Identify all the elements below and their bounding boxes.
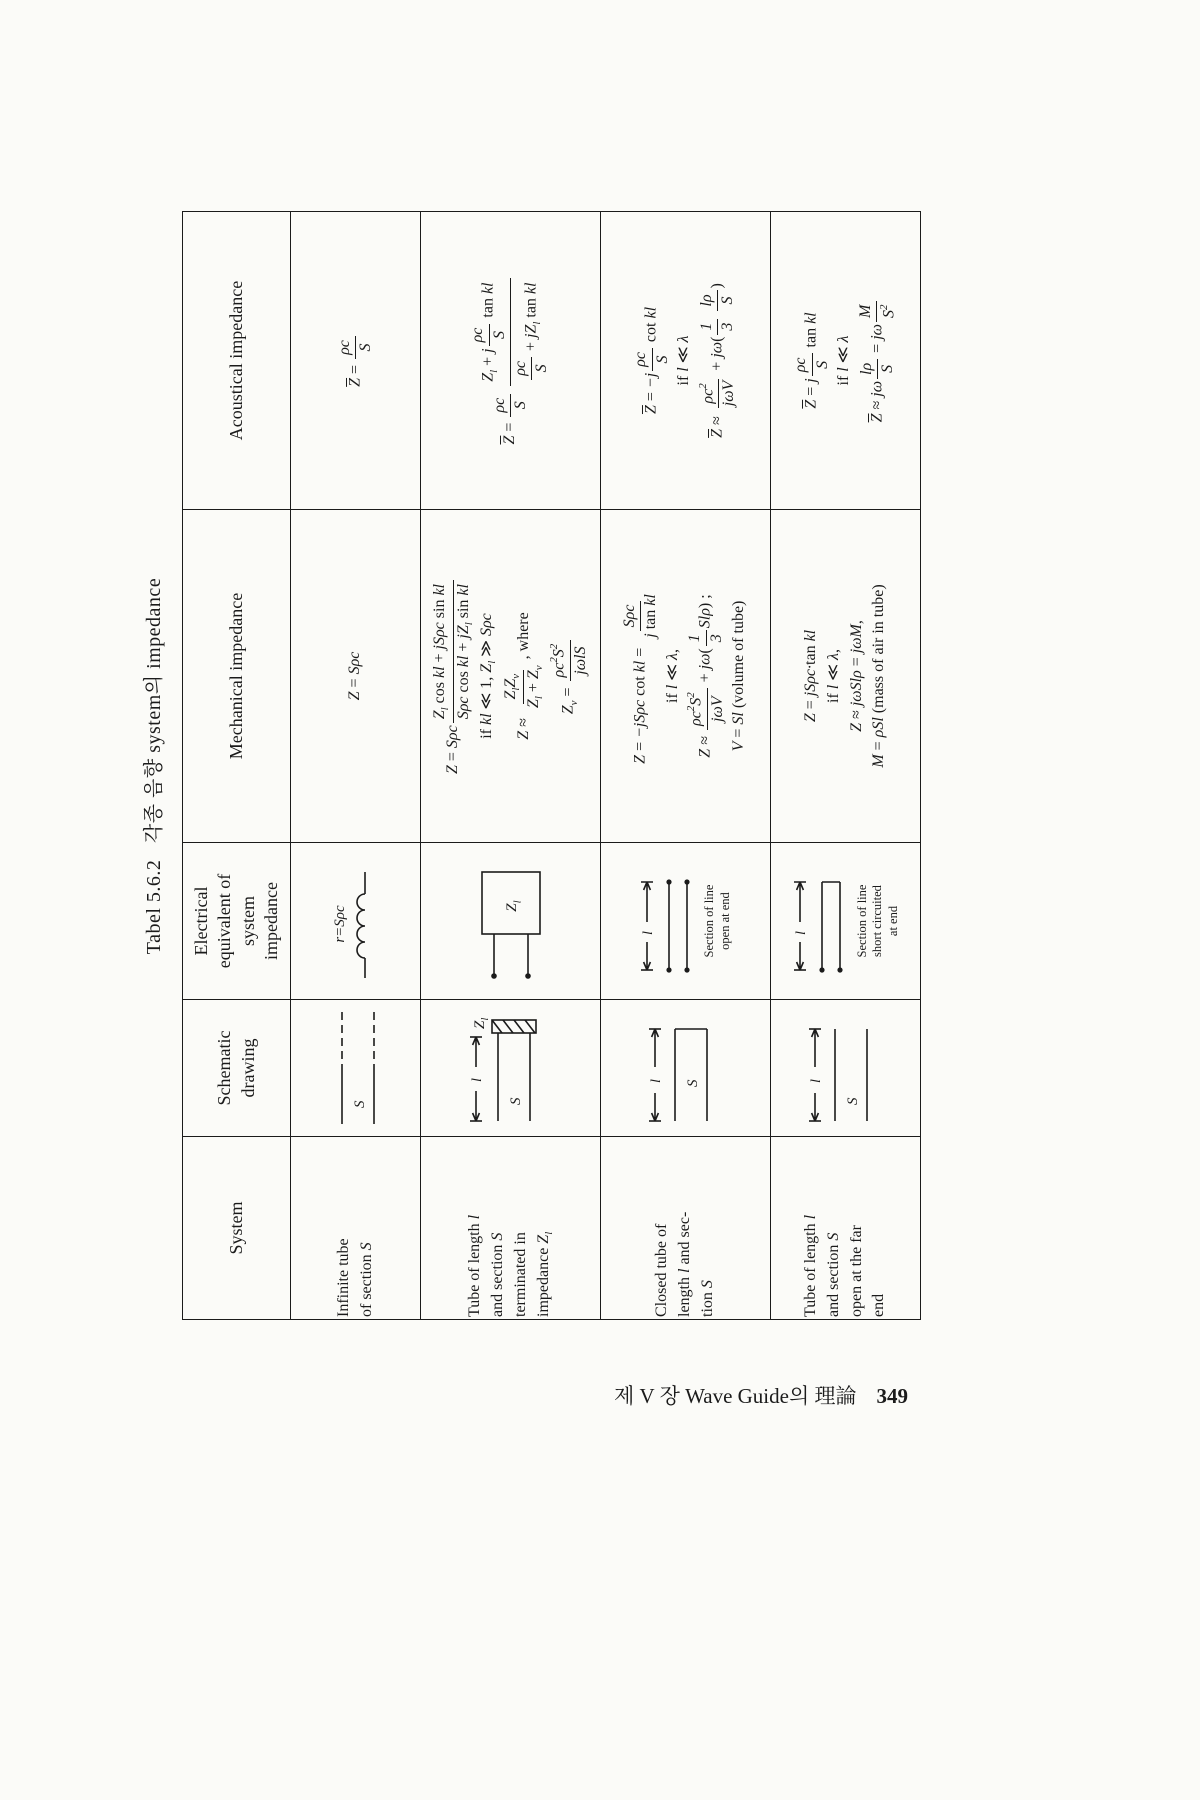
cell-schematic-open-tube: [771, 1000, 921, 1137]
resistance-label: r=Sρc: [331, 905, 348, 943]
cell-electrical-infinite-tube: [291, 843, 421, 1000]
cell-system-infinite-tube: Infinite tube of section S: [291, 1137, 421, 1320]
cell-schematic-infinite-tube: [291, 1000, 421, 1137]
cell-acoustical-closed-tube: $\overline{Z} = -j$ ρc S cot kl if l ≪ λ $\overline{Z}$ ≈ $\rho c^2$ jωV + jω( 1 3 lρ S ): [601, 212, 771, 510]
tube-section-label: S: [351, 1100, 368, 1108]
page-number: 349: [876, 1384, 908, 1408]
header-schematic-drawing: Schematic drawing: [183, 1000, 291, 1137]
cell-schematic-terminated-tube: [421, 1000, 601, 1137]
row-terminated-tube: [421, 212, 601, 1320]
cell-mechanical-terminated-tube: Z = Sρc $Z_l$ cos kl + jSρc sin kl Sρc cos kl + $jZ_l$ sin kl if kl ≪ 1, $Z_l$ ≫ Sρc Z ≈ $Z_lZ_v$ $Z_l + Z_v$ , where $Z_v$ = $\rho c^2S^2$ jωlS: [421, 510, 601, 843]
open-line-icon: [637, 856, 699, 986]
tube-section-label: S: [844, 1097, 861, 1105]
length-label: l: [808, 1079, 824, 1083]
header-electrical-equivalent: Electrical equivalent of system impedance: [183, 843, 291, 1000]
header-mechanical-impedance: Mechanical impedance: [183, 510, 291, 843]
cell-mechanical-closed-tube: Z = −jSρc cot kl = Sρc j tan kl if l ≪ λ, Z ≈ $\rho c^2S^2$ jωV + jω( 1 3 Slρ) ; V = Sl (volume of tube): [601, 510, 771, 843]
cell-schematic-closed-tube: [601, 1000, 771, 1137]
tube-section-label: S: [507, 1097, 524, 1105]
line-caption: Section of line open at end: [702, 884, 732, 958]
chapter-footer-text: 제 V 장 Wave Guide의 理論: [614, 1384, 857, 1408]
termination-impedance-label: $Z_l$: [471, 1017, 491, 1029]
tube-section-label: S: [684, 1079, 701, 1087]
header-row: [183, 212, 291, 1320]
line-caption: Section of line short circuited at end: [854, 884, 900, 958]
cell-acoustical-open-tube: $\overline{Z} = j$ ρc S tan kl if l ≪ λ $\overline{Z} \approx j\omega$ lρ S = jω M $S^2$: [771, 212, 921, 510]
cell-system-terminated-tube: Tube of length l and section S terminated in impedance $Z_l$: [421, 1137, 601, 1320]
page-footer: [0, 1380, 908, 1410]
length-label: l: [793, 931, 809, 935]
cell-system-open-tube: Tube of length l and section S open at the far end: [771, 1137, 921, 1320]
header-system: System: [183, 1137, 291, 1320]
impedance-box-icon: [468, 856, 554, 986]
cell-acoustical-terminated-tube: $\overline{Z}$ = ρc S $Z_l + j$ ρc S tan kl ρc S + $jZ_l$ tan kl: [421, 212, 601, 510]
rotated-table-area: [120, 212, 920, 1320]
cell-acoustical-infinite-tube: $\overline{Z}$ = ρc S: [291, 212, 421, 510]
cell-mechanical-open-tube: Z = jSρc·tan kl if l ≪ λ, Z ≈ jωSlρ = jωM, M = ρSl (mass of air in tube): [771, 510, 921, 843]
open-tube-schematic-icon: [803, 1003, 889, 1133]
row-closed-tube: [601, 212, 771, 1320]
table-original-orientation: [120, 212, 920, 1320]
cell-mechanical-infinite-tube: Z = Sρc: [291, 510, 421, 843]
closed-tube-schematic-icon: [643, 1003, 729, 1133]
length-label: l: [641, 931, 657, 935]
cell-electrical-closed-tube: [601, 843, 771, 1000]
table-title: Tabel 5.6.2 각종 음향 system의 impedance: [142, 577, 165, 955]
row-open-tube: [771, 212, 921, 1320]
impedance-table: [182, 211, 921, 1320]
header-acoustical-impedance: Acoustical impedance: [183, 212, 291, 510]
resistor-coil-icon: [327, 856, 385, 986]
terminated-tube-schematic-icon: [462, 1003, 560, 1133]
row-infinite-tube: [291, 212, 421, 1320]
cell-electrical-open-tube: [771, 843, 921, 1000]
box-impedance-label: $Z_l$: [503, 900, 523, 912]
cell-electrical-terminated-tube: [421, 843, 601, 1000]
length-label: l: [648, 1079, 664, 1083]
short-circuited-line-icon: [790, 856, 852, 986]
cell-system-closed-tube: Closed tube of length l and sec- tion S: [601, 1137, 771, 1320]
length-label: l: [469, 1078, 485, 1082]
infinite-tube-schematic-icon: [318, 1006, 394, 1130]
